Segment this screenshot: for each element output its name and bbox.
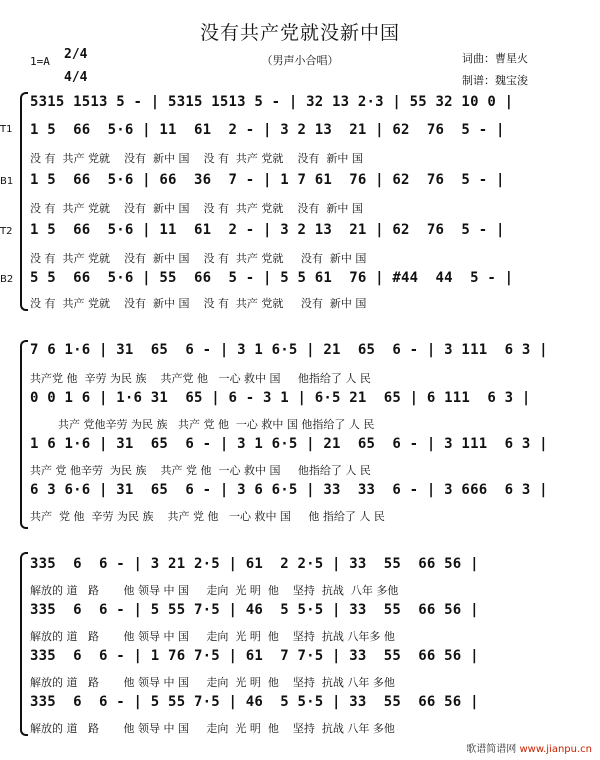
part-label-b1: B1 [0,176,14,187]
b1-notes: 1 5 66 5·6 | 66 36 7 - | 1 7 61 76 | 62 76 5 - | [30,172,505,188]
song-subtitle: （男声小合唱） [261,54,339,67]
s2-part3-notes: 1 6 1·6 | 31 65 6 - | 3 1 6·5 | 21 65 6 - | 3 111 6 3 | [30,436,548,452]
system-brace [20,552,28,736]
s3-part2-notes: 335 6 6 - | 5 55 7·5 | 46 5 5·5 | 33 55 66 56 | [30,602,479,618]
s3-part4-lyrics: 解放的 道 路 他 领导 中 国 走向 光 明 他 坚持 抗战 八年 多他 [30,722,395,735]
s3-part3-notes: 335 6 6 - | 1 76 7·5 | 61 7 7·5 | 33 55 66 56 | [30,648,479,664]
s2-part2-notes: 0 0 1 6 | 1·6 31 65 | 6 - 3 1 | 6·5 21 65 | 6 111 6 3 | [30,390,531,406]
b1-lyrics: 没 有 共产 党就 没有 新中 国 没 有 共产 党就 没有 新中 国 [30,202,363,215]
b2-lyrics: 没 有 共产 党就 没有 新中 国 没 有 共产 党就 没有 新中 国 [30,297,367,310]
t2-lyrics: 没 有 共产 党就 没有 新中 国 没 有 共产 党就 没有 新中 国 [30,252,367,265]
t2-notes: 1 5 66 5·6 | 11 61 2 - | 3 2 13 21 | 62 76 5 - | [30,222,505,238]
t1-lyrics: 没 有 共产 党就 没有 新中 国 没 有 共产 党就 没有 新中 国 [30,152,363,165]
s3-part1-notes: 335 6 6 - | 3 21 2·5 | 61 2 2·5 | 33 55 66 56 | [30,556,479,572]
time-signature-2: 4/4 [64,70,88,85]
time-signature-1: 2/4 [64,47,88,62]
key-signature: 1=A [30,55,50,68]
s2-part4-lyrics: 共产 党 他 辛劳 为民 族 共产 党 他 一心 救中 国 他 指给了 人 民 [30,510,385,523]
s2-part3-lyrics: 共产 党 他辛劳 为民 族 共产 党 他 一心 救中 国 他指给了 人 民 [30,464,371,477]
t1-notes: 1 5 66 5·6 | 11 61 2 - | 3 2 13 21 | 62 76 5 - | [30,122,505,138]
watermark-url: www.jianpu.cn [519,744,592,755]
watermark-site: 歌谱简谱网 [466,744,517,755]
lyricist-composer: 词曲：曹星火 [462,52,528,65]
part-label-b2: B2 [0,274,14,285]
song-title: 没有共产党就没新中国 [199,22,400,44]
arranger: 制谱：魏宝浚 [462,74,528,87]
system-brace [20,92,28,311]
s3-part4-notes: 335 6 6 - | 5 55 7·5 | 46 5 5·5 | 33 55 66 56 | [30,694,479,710]
part-label-t1: T1 [0,124,13,135]
s2-part1-notes: 7 6 1·6 | 31 65 6 - | 3 1 6·5 | 21 65 6 - | 3 111 6 3 | [30,342,548,358]
system-brace [20,340,28,529]
site-watermark [466,740,592,755]
s2-part2-lyrics: 共产 党他辛劳 为民 族 共产 党 他 一心 救中 国 他指给了 人 民 [30,418,375,431]
s2-part4-notes: 6 3 6·6 | 31 65 6 - | 3 6 6·5 | 33 33 6 - | 3 666 6 3 | [30,482,548,498]
intro-notes: 5315 1513 5 - | 5315 1513 5 - | 32 13 2·3 | 55 32 10 0 | [30,94,514,110]
s3-part2-lyrics: 解放的 道 路 他 领导 中 国 走向 光 明 他 坚持 抗战 八年多 他 [30,630,395,643]
s2-part1-lyrics: 共产党 他 辛劳 为民 族 共产党 他 一心 救中 国 他指给了 人 民 [30,372,371,385]
part-label-t2: T2 [0,226,13,237]
b2-notes: 5 5 66 5·6 | 55 66 5 - | 5 5 61 76 | #44 44 5 - | [30,270,514,286]
s3-part1-lyrics: 解放的 道 路 他 领导 中 国 走向 光 明 他 坚持 抗战 八年 多他 [30,584,399,597]
s3-part3-lyrics: 解放的 道 路 他 领导 中 国 走向 光 明 他 坚持 抗战 八年 多他 [30,676,395,689]
